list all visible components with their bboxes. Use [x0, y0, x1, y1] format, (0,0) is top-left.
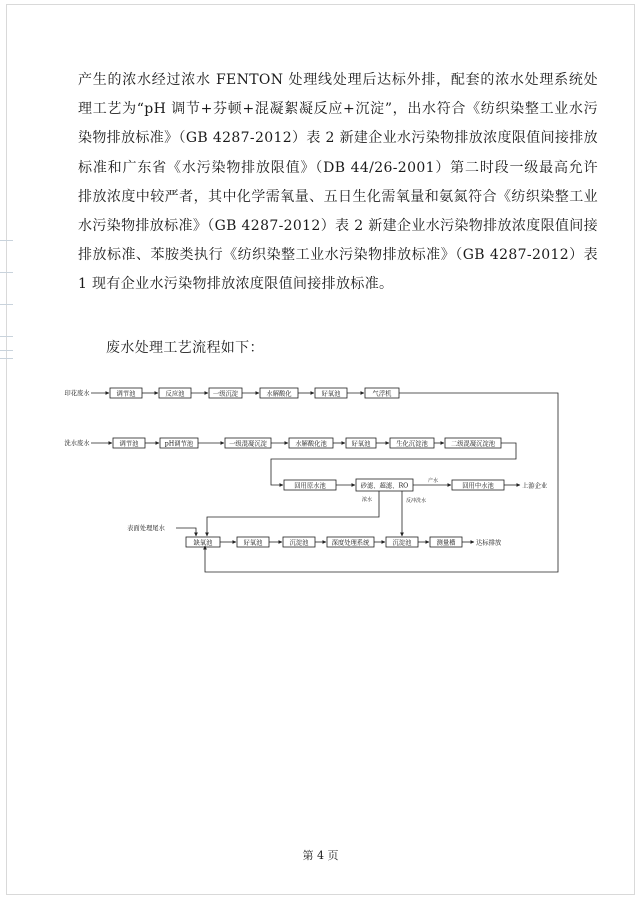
- wash-step-2: pH调节池: [164, 440, 194, 448]
- treat-step-4: 深度处理系统: [331, 539, 370, 547]
- reuse-step-3: 回用中水池: [462, 482, 494, 490]
- label-product-water: 产水: [427, 478, 439, 484]
- wash-step-4: 水解酸化池: [295, 440, 327, 448]
- scan-margin-marks: [0, 240, 14, 380]
- reuse-step-2: 砂滤、超滤、RO: [360, 482, 409, 490]
- reuse-destination: 上游企业: [522, 482, 548, 490]
- print-step-4: 水解酸化: [266, 390, 292, 398]
- treat-step-3: 沉淀池: [289, 539, 309, 547]
- source-wash-label: 洗水废水: [64, 440, 90, 447]
- label-concentrate: 浓水: [361, 497, 373, 503]
- wash-step-1: 调节池: [119, 440, 139, 448]
- body-paragraph: 产生的浓水经过浓水 FENTON 处理线处理后达标外排，配套的浓水处理系统处理工艺为“pH 调节+芬顿+混凝絮凝反应+沉淀”，出水符合《纺织染整工业水污染物排放标准》（GB 4287-2012）表 2 新建企业水污染物排放浓度限值间接排放标准和广东省《水污染物排放限值》（DB 44/26-2001）第二时段一级最高允许排放浓度中较严者，其中化学需氧量、五日生化需氧量和氨氮符合《纺织染整工业水污染物排放标准》（GB 4287-2012）表 2 新建企业水污染物排放浓度限值间接排放标准、苯胺类执行《纺织染整工业水污染物排放标准》（GB 4287-2012）表 1 现有企业水污染物排放浓度限值间接排放标准。: [78, 72, 599, 293]
- print-step-2: 反应池: [165, 390, 185, 398]
- page-number: 第 4 页: [302, 849, 339, 862]
- discharge-label: 达标排放: [476, 539, 502, 547]
- print-step-5: 好氧池: [321, 390, 341, 398]
- treat-step-6: 测量槽: [436, 539, 456, 547]
- treat-step-5: 沉淀池: [392, 539, 412, 547]
- wash-step-7: 二级混凝沉淀池: [450, 440, 496, 448]
- print-step-6: 气浮机: [372, 390, 392, 398]
- source-print-label: 印花废水: [64, 390, 90, 397]
- print-step-1: 调节池: [116, 390, 136, 398]
- label-backwash: 反冲洗水: [405, 498, 427, 504]
- wash-step-5: 好氧池: [351, 440, 371, 448]
- reuse-step-1: 回用原水池: [294, 482, 326, 490]
- wastewater-process-flow-diagram: [60, 378, 582, 574]
- wash-step-6: 生化沉淀池: [396, 440, 428, 448]
- treat-step-1: 缺氧池: [193, 539, 213, 547]
- wash-step-3: 一级混凝沉淀: [229, 440, 267, 448]
- source-surface-label: 表面处理尾水: [127, 525, 165, 532]
- treat-step-2: 好氧池: [243, 539, 263, 547]
- flow-intro-text: 废水处理工艺流程如下：: [106, 340, 264, 356]
- print-step-3: 一级沉淀: [212, 390, 239, 398]
